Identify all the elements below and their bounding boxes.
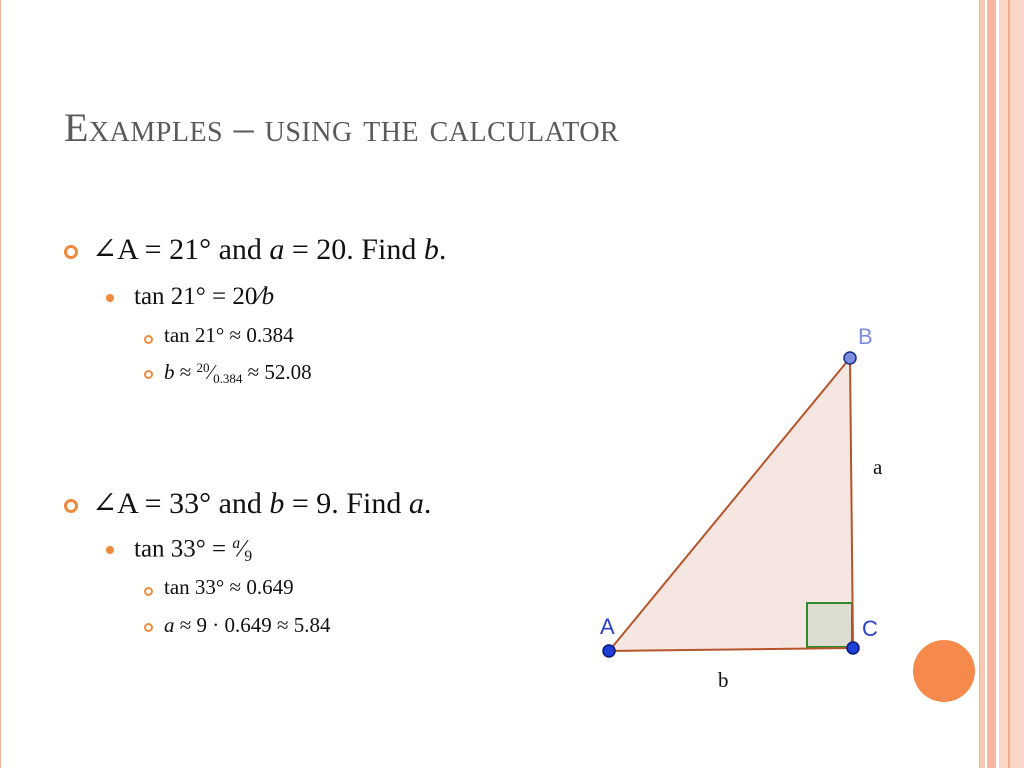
fraction-slash: ⁄	[209, 360, 214, 385]
fraction-denominator: 9	[244, 548, 253, 566]
side-a-label: a	[873, 455, 883, 479]
example2-step1: tan 33° ≈ 0.649	[164, 575, 294, 599]
vertex-a-point	[603, 645, 615, 657]
fraction-numerator: a	[232, 535, 241, 552]
example2-main-mid: = 9. Find	[284, 487, 409, 520]
example1-step2-approx: ≈	[174, 360, 197, 385]
example2-main-var2: a	[408, 487, 424, 520]
example2-sub-prefix: tan 33° =	[134, 535, 233, 563]
vertex-b-label: B	[858, 324, 873, 349]
example2-main-prefix: ∠A = 33° and	[92, 487, 270, 520]
example1-main-var2: b	[423, 233, 439, 266]
example1-main-mid: = 20. Find	[284, 233, 424, 266]
example2-main-end: .	[423, 487, 432, 520]
right-angle-marker	[807, 603, 852, 647]
vertex-c-label: C	[862, 616, 878, 641]
slide-title: Examples – using the calculator	[64, 105, 620, 150]
example2-main-var1: b	[269, 487, 285, 520]
example1-main-prefix: ∠A = 21° and	[92, 233, 270, 266]
example1-main-end: .	[438, 233, 447, 266]
fraction-numerator: 20	[196, 360, 210, 375]
example1-sub-prefix: tan 21° = 20⁄	[134, 283, 262, 310]
example1-step2-result: ≈ 52.08	[242, 360, 312, 385]
decorative-circle	[913, 640, 975, 702]
example2-step2-rest: ≈ 9 · 0.649 ≈ 5.84	[174, 613, 331, 637]
example1-sub-var: b	[261, 283, 275, 310]
vertex-c-point	[847, 642, 859, 654]
example2-step2-var: a	[164, 613, 175, 637]
fraction-denominator: 0.384	[213, 371, 243, 387]
vertex-b-point	[844, 352, 856, 364]
fraction-slash: ⁄	[240, 535, 245, 563]
example1-step1: tan 21° ≈ 0.384	[164, 323, 294, 347]
example1-step2-var: b	[164, 360, 175, 385]
example1-main-var1: a	[269, 233, 285, 266]
vertex-a-label: A	[600, 614, 615, 639]
side-b-label: b	[718, 668, 729, 692]
